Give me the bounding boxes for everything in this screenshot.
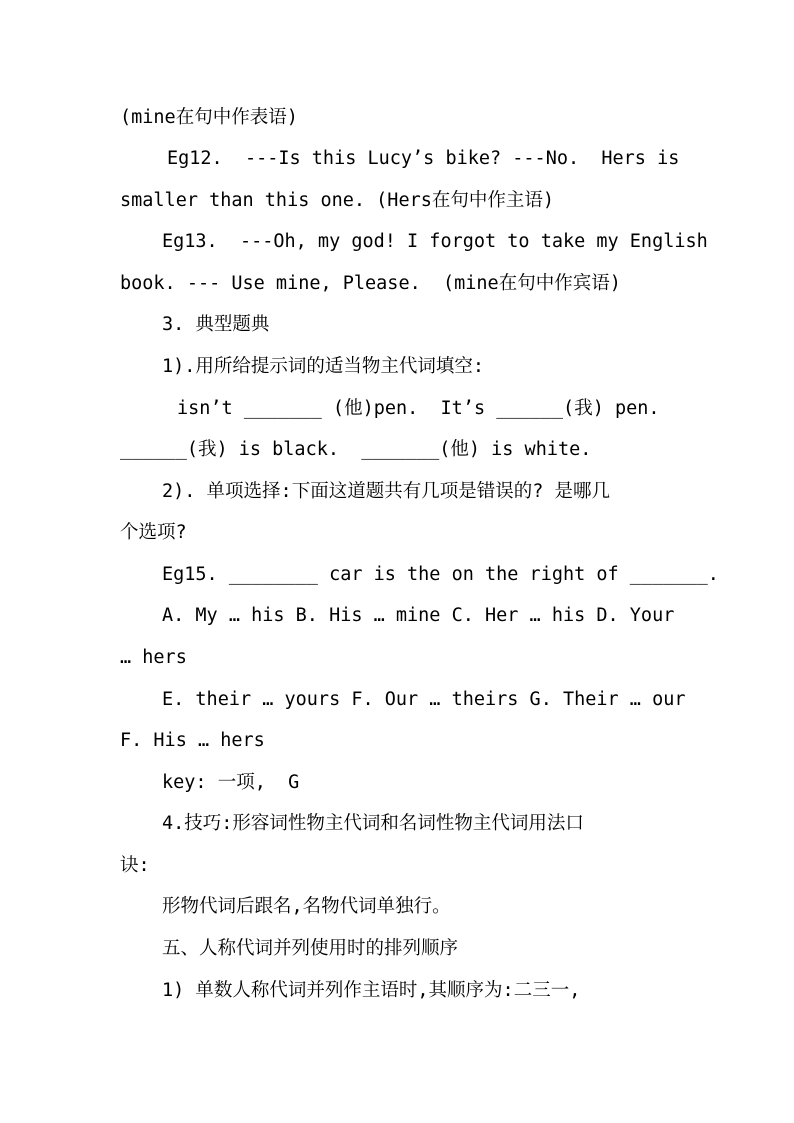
text-line-11: 个选项? (120, 522, 187, 543)
text-line-12: Eg15. ________ car is the on the right of _______. (162, 564, 719, 585)
text-line-14: … hers (120, 647, 187, 668)
text-line-19: 诀: (120, 855, 150, 876)
text-line-8: isn’t _______ (他)pen. It’s ______(我) pen. (177, 398, 660, 419)
text-line-20: 形物代词后跟名,名物代词单独行。 (162, 896, 451, 917)
text-line-2: Eg12. ---Is this Lucy’s bike? ---No. Hers is (167, 148, 680, 169)
text-line-16: F. His … hers (120, 730, 265, 751)
text-line-17: key: 一项, G (162, 772, 300, 793)
text-line-18: 4.技巧:形容词性物主代词和名词性物主代词用法口 (162, 813, 584, 834)
text-line-5: book. --- Use mine, Please. (mine在句中作宾语) (120, 273, 621, 294)
text-line-7: 1).用所给提示词的适当物主代词填空: (162, 356, 485, 377)
text-line-21: 五、人称代词并列使用时的排列顺序 (162, 938, 459, 959)
text-line-4: Eg13. ---Oh, my god! I forgot to take my English (162, 231, 708, 252)
text-line-10: 2). 单项选择:下面这道题共有几项是错误的? 是哪几 (162, 481, 610, 502)
text-line-15: E. their … yours F. Our … theirs G. Their … our (162, 689, 686, 710)
text-line-6: 3. 典型题典 (162, 314, 270, 335)
text-line-3: smaller than this one. (Hers在句中作主语) (120, 190, 555, 211)
text-line-9: ______(我) is black. _______(他) is white. (120, 439, 592, 460)
text-line-22: 1) 单数人称代词并列作主语时,其顺序为:二三一, (162, 980, 581, 1001)
text-line-1: (mine在句中作表语) (120, 107, 298, 128)
text-line-13: A. My … his B. His … mine C. Her … his D. Your (162, 605, 675, 626)
